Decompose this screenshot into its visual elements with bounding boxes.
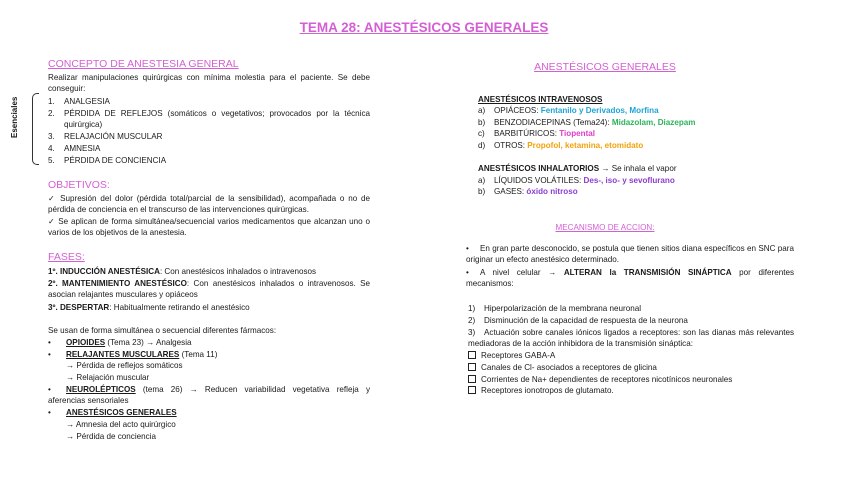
concepto-heading: CONCEPTO DE ANESTESIA GENERAL — [48, 58, 239, 70]
bullet-pre: A nivel celular → — [480, 268, 564, 277]
inh-heading-rest: → Se inhala el vapor — [599, 164, 677, 173]
checkbox-icon — [468, 386, 476, 394]
mecanismo-heading-text: MECANISMO DE ACCION: — [555, 223, 655, 232]
item-drugs: Des-, iso- y sevoflurano — [583, 176, 675, 185]
check-item-4 — [468, 385, 614, 396]
concepto-item-1 — [48, 96, 110, 107]
right-heading — [470, 61, 740, 73]
item-number: 5. — [48, 156, 55, 165]
item-letter: a) — [478, 176, 486, 185]
mecanismo-bullet-2: • A nivel celular → ALTERAN la TRANSMISIÓN SINÁPTICA por diferentes mecanismos: — [466, 268, 794, 288]
bullet-post: por diferentes mecanismos: — [466, 268, 794, 288]
relajantes-sub2: → Relajación muscular — [66, 373, 150, 382]
farmaco-opioides: • OPIOIDES (Tema 23) → Analgesia — [48, 338, 192, 347]
inh-item-a — [478, 175, 675, 186]
anestesicos-sub2: → Pérdida de conciencia — [66, 432, 156, 441]
item-label: BARBITÚRICOS: — [494, 129, 557, 138]
item-text: RELAJACIÓN MUSCULAR — [64, 132, 163, 141]
item-drugs: óxido nitroso — [526, 187, 578, 196]
check-item-1 — [468, 350, 555, 361]
fases-heading: FASES: — [48, 251, 85, 263]
concepto-item-3 — [48, 131, 163, 142]
num-text: Hiperpolarización de la membrana neuronal — [484, 304, 642, 313]
fase-2-text: : Con anestésicos inhalados o intravenosos. Se asocian relajantes musculares y opiáceos — [48, 279, 370, 299]
objetivos-p2: ✓ Se aplican de forma simultánea/secuencial varios medicamentos que alcanzan uno o varios de los objetivos de la anestesia. — [48, 217, 370, 237]
item-letter: d) — [478, 141, 486, 150]
item-drugs: Tiopental — [559, 129, 596, 138]
item-letter: c) — [478, 129, 485, 138]
bullet-bold: ALTERAN la TRANSMISIÓN SINÁPTICA — [563, 268, 732, 277]
item-text: AMNESIA — [64, 144, 101, 153]
anestesicos-sub1: → Amnesia del acto quirúrgico — [66, 420, 176, 429]
neurolepticos-rest: (tema 26) → Reducen variabilidad vegetativa refleja y aferencias sensoriales — [48, 385, 370, 405]
item-drugs: Fentanilo y Derivados, Morfina — [540, 106, 659, 115]
item-label: OPIÁCEOS: — [494, 106, 539, 115]
iv-item-d — [478, 140, 643, 151]
iv-item-b — [478, 117, 696, 128]
concepto-text: Realizar manipulaciones quirúrgicas con mínima molestia para el paciente. Se debe conseguir: — [48, 73, 370, 93]
fase-2 — [48, 278, 370, 300]
item-letter: b) — [478, 187, 486, 196]
page-title: TEMA 28: ANESTÉSICOS GENERALES — [299, 20, 549, 35]
objetivos-p1: ✓ Supresión del dolor (pérdida total/parcial de la sensibilidad), acompañada o no de pérdida de conciencia en el transcurso de las intervenciones quirúrgicas. — [48, 194, 370, 214]
inh-heading-label: ANESTÉSICOS INHALATORIOS — [478, 164, 600, 173]
concepto-item-2 — [48, 108, 370, 130]
num-text: Disminución de la capacidad de respuesta de la neurona — [484, 316, 688, 325]
iv-item-a — [478, 105, 659, 116]
fase-3 — [48, 302, 250, 313]
item-number: 4. — [48, 144, 55, 153]
inh-heading — [478, 163, 677, 174]
item-number: 1. — [48, 97, 55, 106]
item-label: OTROS: — [494, 141, 526, 150]
checkbox-icon — [468, 363, 476, 371]
item-label: BENZODIACEPINAS (Tema24): — [494, 118, 610, 127]
farmaco-anestesicos: • ANESTÉSICOS GENERALES — [48, 408, 177, 417]
item-number: 2. — [48, 109, 55, 118]
item-letter: a) — [478, 106, 486, 115]
relajantes-rest: (Tema 11) — [179, 350, 218, 359]
fase-2-label: 2º. MANTENIMIENTO ANESTÉSICO — [48, 279, 187, 288]
farmaco-neurolepticos: • NEUROLÉPTICOS (tema 26) → Reducen variabilidad vegetativa refleja y aferencias sensoriales — [48, 385, 370, 405]
opioides-label: OPIOIDES — [66, 338, 106, 347]
item-letter: b) — [478, 118, 486, 127]
relajantes-sub1: → Pérdida de reflejos somáticos — [66, 361, 183, 370]
relajantes-label: RELAJANTES MUSCULARES — [66, 350, 180, 359]
farmaco-relajantes: • RELAJANTES MUSCULARES (Tema 11) — [48, 350, 218, 359]
concepto-item-5 — [48, 155, 166, 166]
fase-1-text: : Con anestésicos inhalados o intravenosos — [159, 267, 317, 276]
item-text: PÉRDIDA DE CONCIENCIA — [64, 156, 167, 165]
mecanismo-bullet-1: • En gran parte desconocido, se postula que tienen sitios diana específicos en SNC para originar un efecto anestésico determinado. — [466, 244, 794, 264]
mecanismo-heading — [470, 222, 740, 233]
item-number: 3. — [48, 132, 55, 141]
concepto-item-4 — [48, 143, 100, 154]
farmacos-intro: Se usan de forma simultánea o secuencial diferentes fármacos: — [48, 326, 277, 335]
opioides-rest: (Tema 23) → Analgesia — [105, 338, 192, 347]
checkbox-icon — [468, 375, 476, 383]
num-text: Actuación sobre canales iónicos ligados a receptores: son las dianas más relevantes mediadoras de la acción inhibidora de la transmisión sináptica: — [468, 328, 794, 348]
check-text: Canales de Cl- asociados a receptores de glicina — [481, 363, 657, 372]
bullet-text: En gran parte desconocido, se postula que tienen sitios diana específicos en SNC para originar un efecto anestésico determinado. — [466, 244, 794, 264]
esenciales-label: Esenciales — [10, 96, 19, 138]
check-text: Receptores ionotropos de glutamato. — [481, 386, 614, 395]
neurolepticos-label: NEUROLÉPTICOS — [66, 385, 136, 394]
anestesicos-label: ANESTÉSICOS GENERALES — [66, 408, 177, 417]
right-heading-text: ANESTÉSICOS GENERALES — [534, 61, 676, 73]
check-text: Corrientes de Na+ dependientes de receptores nicotínicos neuronales — [481, 375, 733, 384]
num-label: 2) — [468, 316, 476, 325]
check-item-3 — [468, 374, 732, 385]
item-drugs: Propofol, ketamina, etomidato — [527, 141, 644, 150]
checkbox-icon — [468, 351, 476, 359]
objetivos-heading: OBJETIVOS: — [48, 179, 110, 191]
iv-heading: ANESTÉSICOS INTRAVENOSOS — [478, 95, 603, 104]
item-label: GASES: — [494, 187, 525, 196]
item-text: PÉRDIDA DE REFLEJOS (somáticos o vegetativos; provocados por la técnica quirúrgica) — [64, 109, 370, 129]
check-item-2 — [468, 362, 657, 373]
fase-3-text: : Habitualmente retirando el anestésico — [109, 303, 250, 312]
inh-item-b — [478, 186, 578, 197]
item-text: ANALGESIA — [64, 97, 110, 106]
fase-1 — [48, 266, 316, 277]
item-drugs: Midazolam, Diazepam — [611, 118, 696, 127]
fase-1-label: 1º. INDUCCIÓN ANESTÉSICA — [48, 267, 160, 276]
mecanismo-num-3 — [468, 327, 794, 349]
mecanismo-num-2 — [468, 315, 688, 326]
fase-3-label: 3º. DESPERTAR — [48, 303, 110, 312]
item-label: LÍQUIDOS VOLÁTILES: — [494, 176, 582, 185]
num-label: 1) — [468, 304, 476, 313]
check-text: Receptores GABA-A — [481, 351, 556, 360]
iv-item-c — [478, 128, 595, 139]
mecanismo-num-1 — [468, 303, 641, 314]
num-label: 3) — [468, 328, 476, 337]
esenciales-brace — [32, 93, 39, 165]
